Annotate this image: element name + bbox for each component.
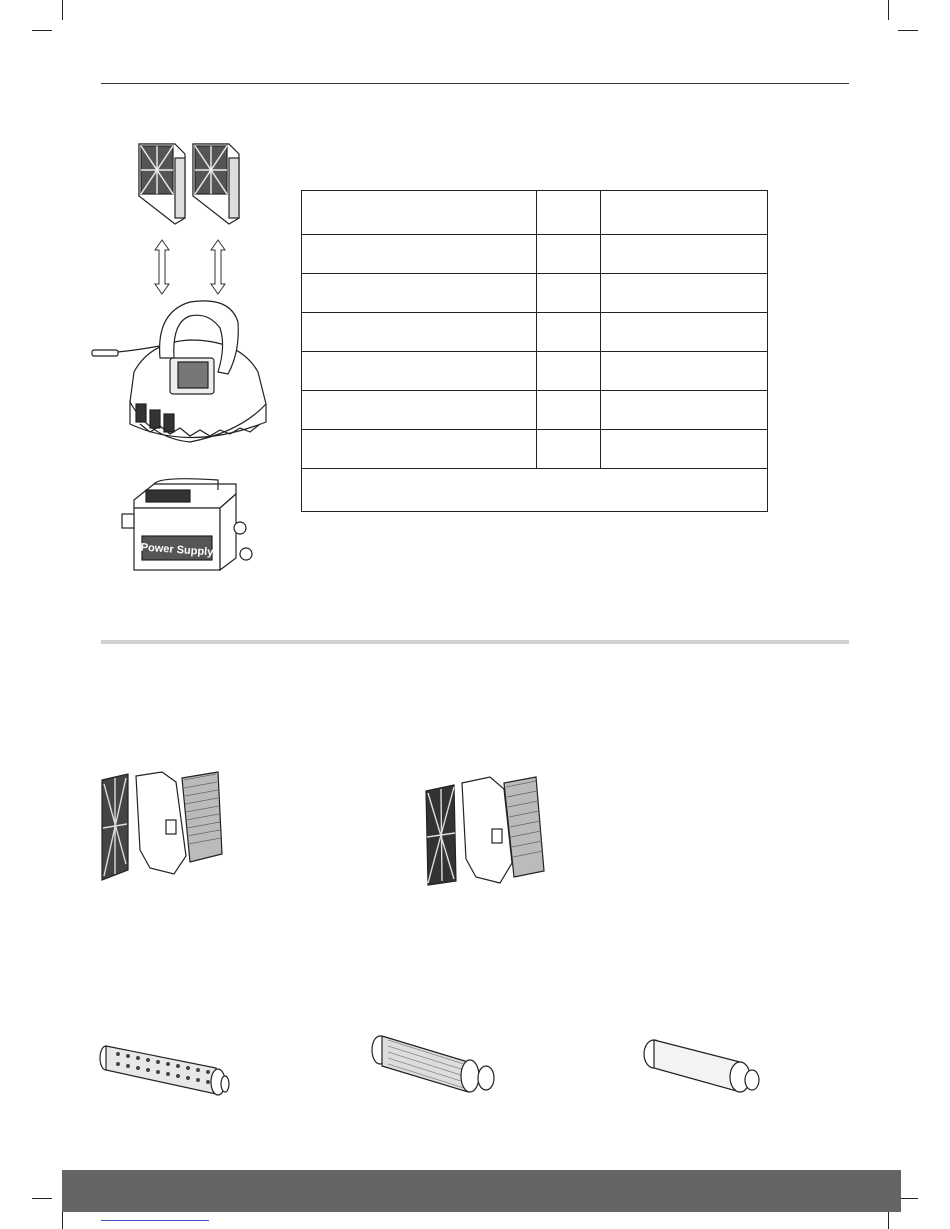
filter-assembly-exploded-illustration: [100, 770, 230, 882]
double-arrow-icon: [152, 238, 172, 296]
spiked-brush-illustration: [98, 1038, 238, 1096]
bristle-brush-illustration: [368, 1026, 498, 1096]
table-cell: [537, 235, 601, 274]
table-cell: [601, 235, 768, 274]
crop-mark-bl-v: [62, 1212, 63, 1229]
table-cell: [601, 313, 768, 352]
double-arrow-icon: [208, 238, 228, 296]
table-row: [302, 313, 768, 352]
filter-assembly-exploded-illustration: [424, 775, 548, 887]
table-cell: [537, 430, 601, 469]
table-cell: [537, 313, 601, 352]
table-cell: [302, 313, 537, 352]
table-row: [302, 235, 768, 274]
table-row: [302, 274, 768, 313]
table-cell: [537, 274, 601, 313]
footer-bar: [62, 1170, 901, 1212]
table-cell: [601, 274, 768, 313]
foam-brush-illustration: [640, 1038, 765, 1094]
crop-mark-br-v: [888, 1212, 889, 1229]
table-row: [302, 391, 768, 430]
header-rule: [101, 83, 849, 84]
table-row: [302, 352, 768, 391]
table-footer-cell: [302, 469, 768, 512]
crop-mark-tr-h: [898, 30, 918, 31]
power-supply-illustration: [118, 480, 256, 580]
table-cell: [601, 430, 768, 469]
table-header-cell: [537, 191, 601, 235]
table-cell: [302, 391, 537, 430]
table-header-cell: [601, 191, 768, 235]
table-cell: [601, 352, 768, 391]
section-divider: [101, 640, 849, 644]
power-supply-label: Power Supply: [140, 541, 214, 559]
table-cell: [302, 430, 537, 469]
crop-mark-bl-h: [32, 1198, 52, 1199]
crop-mark-tr-v: [888, 0, 889, 20]
table-cell: [537, 391, 601, 430]
table-row: [302, 430, 768, 469]
table-footer-row: [302, 469, 768, 512]
crop-mark-tl-v: [62, 0, 63, 20]
table-cell: [302, 274, 537, 313]
pool-robot-illustration: [90, 292, 280, 452]
table-header-cell: [302, 191, 537, 235]
crop-mark-tl-h: [32, 30, 52, 31]
table-cell: [302, 352, 537, 391]
table-cell: [601, 391, 768, 430]
parts-table: [301, 190, 768, 512]
footer-link-underline: [101, 1220, 209, 1221]
table-cell: [537, 352, 601, 391]
table-header-row: [302, 191, 768, 235]
crop-mark-br-h: [898, 1198, 918, 1199]
table-cell: [302, 235, 537, 274]
filter-cartridges-illustration: [135, 138, 245, 230]
